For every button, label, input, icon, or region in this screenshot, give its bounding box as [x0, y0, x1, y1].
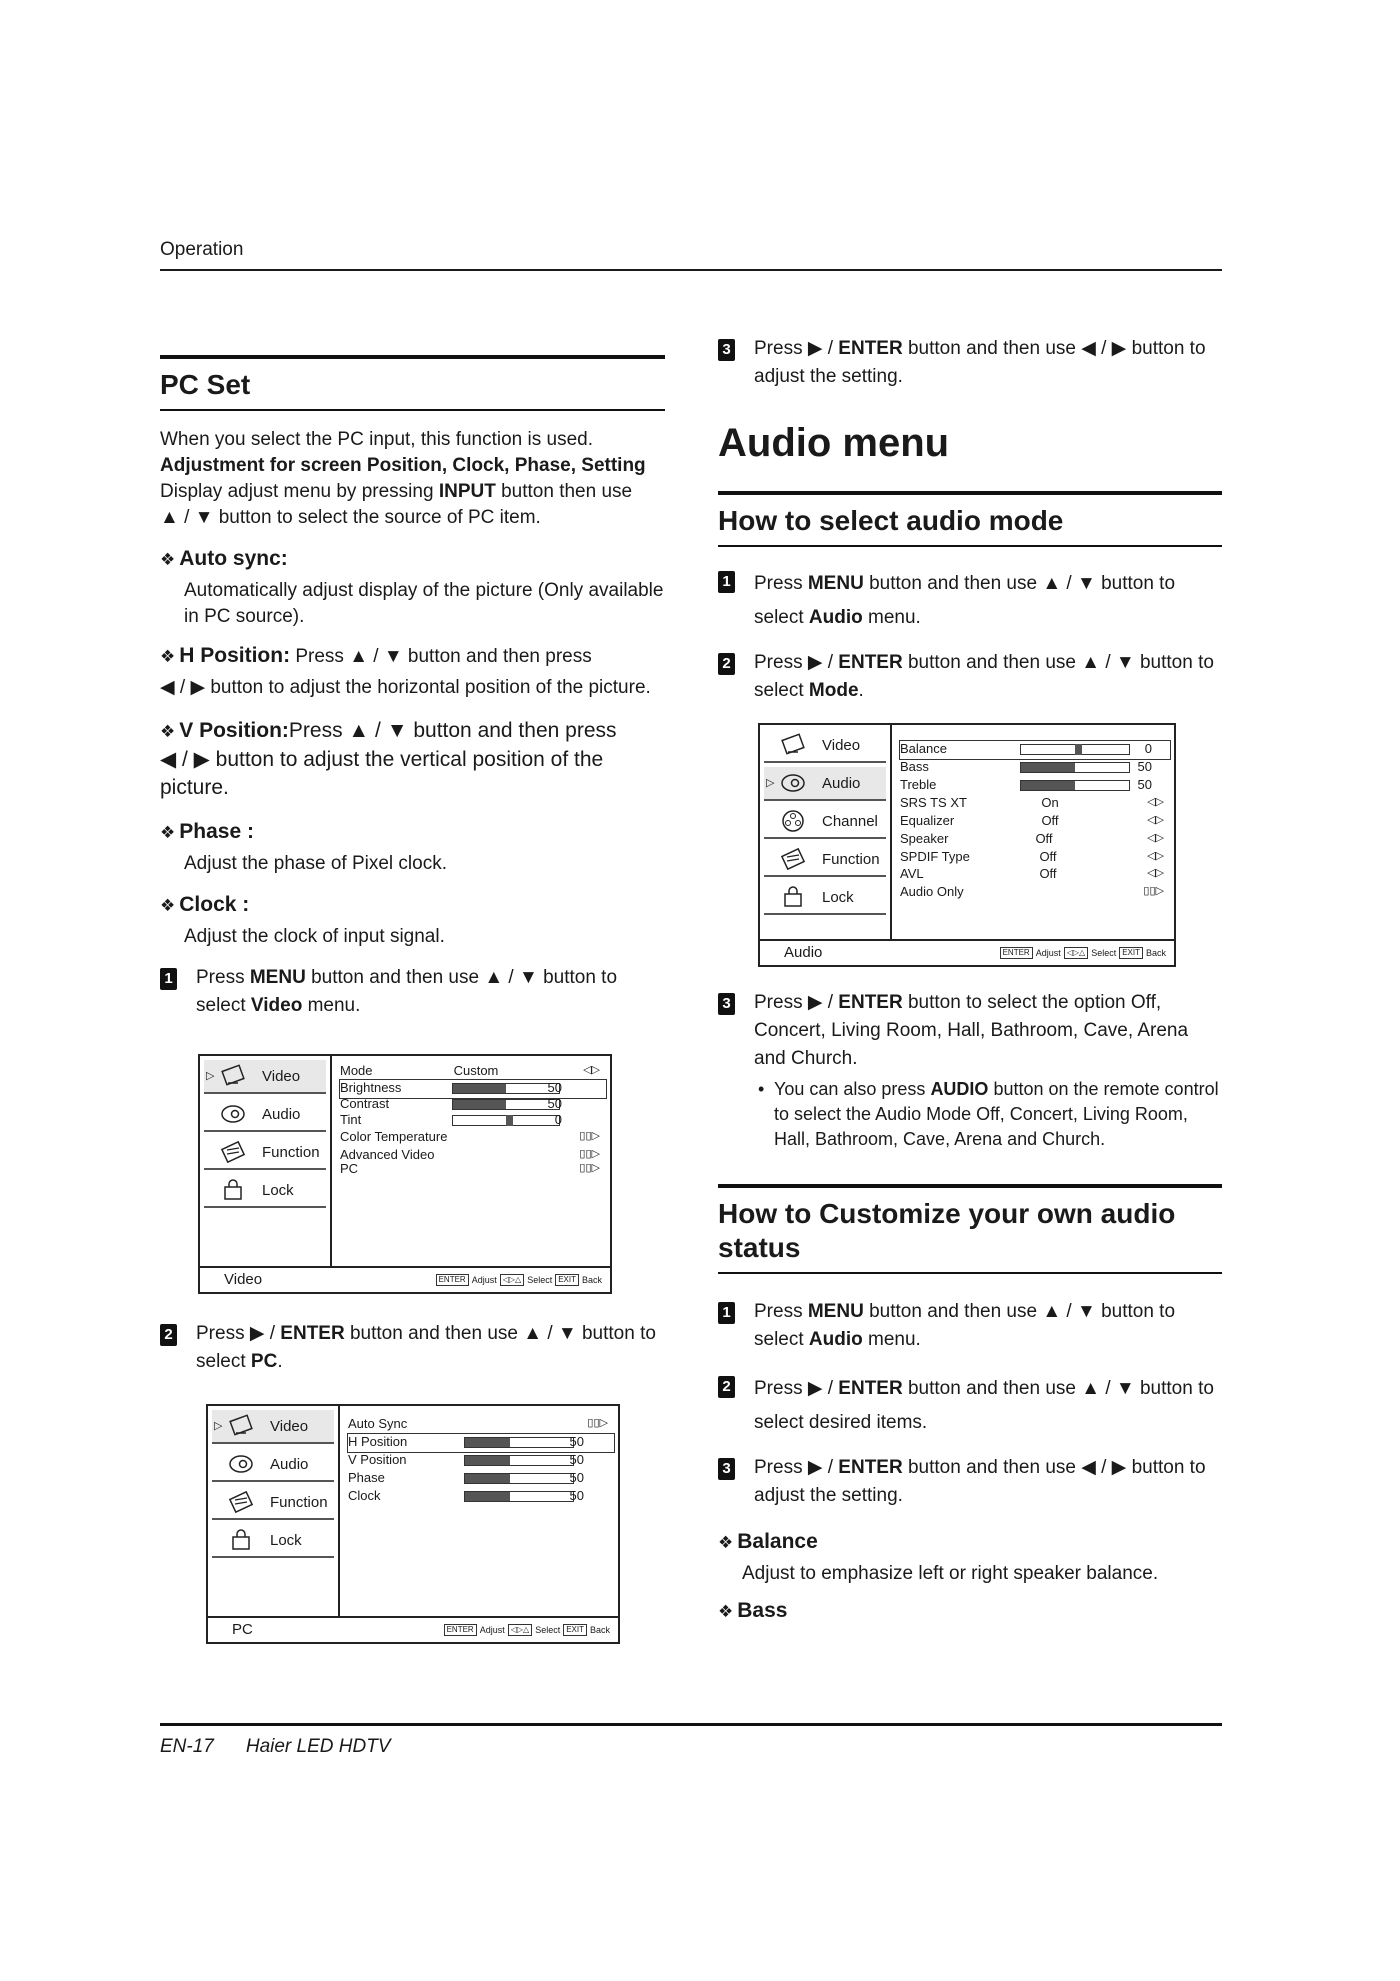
diamond-bullet-icon: ❖: [160, 647, 176, 666]
osd-row-treble: Treble 50: [900, 777, 1152, 792]
left-right-arrows-icon: ◁▷: [1147, 832, 1164, 844]
osd-menu-audio: Audio: [204, 1098, 326, 1132]
feature-balance: ❖ Balance: [718, 1528, 1222, 1557]
osd-menu-function: Function: [204, 1136, 326, 1170]
channel-icon: [780, 808, 806, 834]
left-right-arrows-icon: ◁▷: [1147, 796, 1164, 808]
speaker-icon: [220, 1101, 246, 1127]
audio-step-3: 3 Press ▶ / ENTER button to select the option Off, Concert, Living Room, Hall, Bathroom, Cave, Arena and Church.: [718, 989, 1222, 1073]
pc-intro: When you select the PC input, this function is used.: [160, 429, 594, 450]
arrows-icon: ◁▷△: [500, 1274, 524, 1286]
osd-row-avl: AVL Off ◁▷: [900, 866, 1164, 881]
osd-row-speaker: Speaker Off ◁▷: [900, 831, 1164, 846]
step-number: 2: [718, 1376, 735, 1398]
section-title-customize-audio: How to Customize your own audio status: [718, 1198, 1176, 1263]
product-name: Haier LED HDTV: [245, 1736, 391, 1757]
lock-icon: [780, 884, 806, 910]
left-right-arrows-icon: ◁▷: [1147, 814, 1164, 826]
arrows-icon: ◁▷△: [1064, 947, 1088, 959]
osd-row-audio-only: Audio Only ▯▯▷: [900, 884, 1164, 899]
osd-menu-video: Video: [764, 729, 886, 763]
osd-status-bar: [760, 939, 1174, 965]
diamond-bullet-icon: ❖: [160, 722, 176, 741]
audio-remote-note: • You can also press AUDIO button on the remote control to select the Audio Mode Off, Concert, Living Room, Hall, Bathroom, Cave, Arena and Church.: [718, 1077, 1222, 1152]
osd-row-phase: Phase 50: [348, 1470, 584, 1485]
left-right-arrows-icon: ◁▷: [1147, 867, 1164, 879]
submenu-icon: ▯▯▷: [579, 1148, 600, 1160]
audio-menu-title: Audio menu: [718, 421, 950, 465]
step-number: 3: [718, 339, 735, 361]
osd-menu-video: ▷ Video: [212, 1410, 334, 1444]
pc-adjust-heading: Adjustment for screen Position, Clock, Phase, Setting: [160, 455, 646, 476]
osd-menu-list: [208, 1406, 340, 1616]
clock-desc: Adjust the clock of input signal.: [184, 926, 445, 947]
diamond-bullet-icon: ❖: [718, 1533, 734, 1552]
customize-step-1: 1 Press MENU button and then use ▲ / ▼ button to select Audio menu.: [718, 1298, 1222, 1354]
footer-rule: [160, 1723, 1222, 1726]
feature-h-position: ❖ H Position: Press ▲ / ▼ button and then press ◀ / ▶ button to adjust the horizontal position of the picture.: [160, 644, 651, 698]
video-icon: [220, 1063, 246, 1089]
osd-menu-audio: ▷ Audio: [764, 767, 886, 801]
osd-row-v-position: V Position 50: [348, 1452, 584, 1467]
osd-row-balance: Balance 0: [900, 741, 1170, 759]
diamond-bullet-icon: ❖: [160, 823, 176, 842]
section-title-select-audio-mode: How to select audio mode: [718, 505, 1064, 536]
osd-row-brightness: Brightness 50: [340, 1080, 606, 1098]
osd-menu-function: Function: [764, 843, 886, 877]
feature-auto-sync: ❖ Auto sync:: [160, 545, 665, 574]
osd-video-menu: [198, 1054, 612, 1294]
customize-step-3: 3 Press ▶ / ENTER button and then use ◀ / ▶ button to adjust the setting.: [718, 1454, 1222, 1510]
osd-menu-channel: Channel: [764, 805, 886, 839]
osd-row-srs-ts-xt: SRS TS XT On ◁▷: [900, 795, 1164, 810]
step-number: 2: [718, 653, 735, 675]
osd-menu-audio: Audio: [212, 1448, 334, 1482]
osd-menu-lock: Lock: [764, 881, 886, 915]
osd-legend: ENTER Adjust ◁▷△ Select EXIT Back: [436, 1274, 602, 1286]
function-icon: [780, 846, 806, 872]
pointer-icon: ▷: [206, 1070, 215, 1082]
auto-sync-desc: Automatically adjust display of the picture (Only available in PC source).: [184, 580, 664, 627]
audio-bullet-list: [718, 1077, 1222, 1152]
feature-phase: ❖ Phase :: [160, 818, 665, 847]
feature-clock: ❖ Clock :: [160, 891, 665, 920]
osd-row-h-position: H Position 50: [348, 1434, 614, 1452]
video-icon: [228, 1413, 254, 1439]
video-icon: [780, 732, 806, 758]
diamond-bullet-icon: ❖: [718, 1602, 734, 1621]
osd-row-equalizer: Equalizer Off ◁▷: [900, 813, 1164, 828]
osd-status-bar: [200, 1266, 610, 1292]
step-number: 1: [160, 968, 177, 990]
left-column: [160, 355, 665, 1644]
step-number: 1: [718, 571, 735, 593]
osd-row-contrast: Contrast 50: [340, 1096, 562, 1111]
pc-step-1: 1 Press MENU button and then use ▲ / ▼ button to select Video menu.: [160, 964, 665, 1020]
lock-icon: [228, 1527, 254, 1553]
step-number: 3: [718, 993, 735, 1015]
osd-legend: ENTER Adjust ◁▷△ Select EXIT Back: [444, 1624, 610, 1636]
osd-row-mode: Mode Custom ◁▷: [340, 1063, 600, 1078]
step-number: 2: [160, 1324, 177, 1346]
pointer-icon: ▷: [766, 777, 775, 789]
feature-bass: ❖ Bass: [718, 1597, 1222, 1626]
audio-step-2: 2 Press ▶ / ENTER button and then use ▲ / ▼ button to select Mode.: [718, 649, 1222, 705]
osd-bottom-label: Audio: [784, 944, 823, 961]
submenu-icon: ▯▯▷: [579, 1130, 600, 1142]
osd-status-bar: [208, 1616, 618, 1642]
osd-row-bass: Bass 50: [900, 759, 1152, 774]
osd-legend: ENTER Adjust ◁▷△ Select EXIT Back: [1000, 947, 1166, 959]
osd-settings: [334, 1056, 610, 1266]
osd-settings: [894, 725, 1174, 939]
osd-menu-list: [760, 725, 892, 939]
running-header: Operation: [160, 239, 244, 260]
lock-icon: [220, 1177, 246, 1203]
pc-step-2: 2 Press ▶ / ENTER button and then use ▲ / ▼ button to select PC.: [160, 1320, 665, 1376]
pointer-icon: ▷: [214, 1420, 223, 1432]
page-number: EN-17: [160, 1736, 214, 1757]
osd-row-clock: Clock 50: [348, 1488, 584, 1503]
osd-menu-function: Function: [212, 1486, 334, 1520]
osd-bottom-label: PC: [232, 1621, 253, 1638]
submenu-icon: ▯▯▷: [587, 1417, 608, 1429]
osd-row-tint: Tint 0: [340, 1112, 562, 1127]
right-column: [718, 335, 1222, 1626]
left-right-arrows-icon: ◁▷: [583, 1064, 600, 1076]
submenu-icon: ▯▯▷: [579, 1162, 600, 1174]
osd-row-auto-sync: Auto Sync ▯▯▷: [348, 1416, 608, 1431]
header-rule: [160, 269, 1222, 271]
step-number: 3: [718, 1458, 735, 1480]
osd-row-color-temperature: Color Temperature ▯▯▷: [340, 1129, 600, 1144]
customize-step-2: 2 Press ▶ / ENTER button and then use ▲ / ▼ button to select desired items.: [718, 1372, 1222, 1440]
balance-desc: Adjust to emphasize left or right speaker balance.: [742, 1563, 1159, 1584]
feature-v-position: ❖ V Position:Press ▲ / ▼ button and then press ◀ / ▶ button to adjust the vertical position of the picture.: [160, 719, 617, 799]
osd-menu-lock: Lock: [212, 1524, 334, 1558]
osd-menu-list: [200, 1056, 332, 1266]
pc-adjust-text: Display adjust menu by pressing INPUT button then use ▲ / ▼ button to select the source of PC item.: [160, 481, 633, 528]
osd-pc-menu: [206, 1404, 620, 1644]
osd-row-advanced-video: Advanced Video ▯▯▷: [340, 1147, 600, 1162]
osd-menu-lock: Lock: [204, 1174, 326, 1208]
left-right-arrows-icon: ◁▷: [1147, 850, 1164, 862]
osd-menu-video: ▷ Video: [204, 1060, 326, 1094]
pc-step-3: 3 Press ▶ / ENTER button and then use ◀ / ▶ button to adjust the setting.: [718, 335, 1222, 391]
function-icon: [220, 1139, 246, 1165]
osd-row-spdif-type: SPDIF Type Off ◁▷: [900, 849, 1164, 864]
submenu-icon: ▯▯▷: [1143, 885, 1164, 897]
osd-bottom-label: Video: [224, 1271, 263, 1288]
speaker-icon: [228, 1451, 254, 1477]
step-number: 1: [718, 1302, 735, 1324]
page-footer: [160, 1736, 423, 1758]
speaker-icon: [780, 770, 806, 796]
diamond-bullet-icon: ❖: [160, 896, 176, 915]
function-icon: [228, 1489, 254, 1515]
arrows-icon: ◁▷△: [508, 1624, 532, 1636]
phase-desc: Adjust the phase of Pixel clock.: [184, 853, 447, 874]
osd-audio-menu: [758, 723, 1176, 967]
osd-row-pc: PC ▯▯▷: [340, 1161, 600, 1176]
section-title-pc-set: PC Set: [160, 369, 251, 400]
osd-settings: [342, 1406, 618, 1616]
audio-step-1: 1 Press MENU button and then use ▲ / ▼ button to select Audio menu.: [718, 567, 1222, 635]
diamond-bullet-icon: ❖: [160, 550, 176, 569]
